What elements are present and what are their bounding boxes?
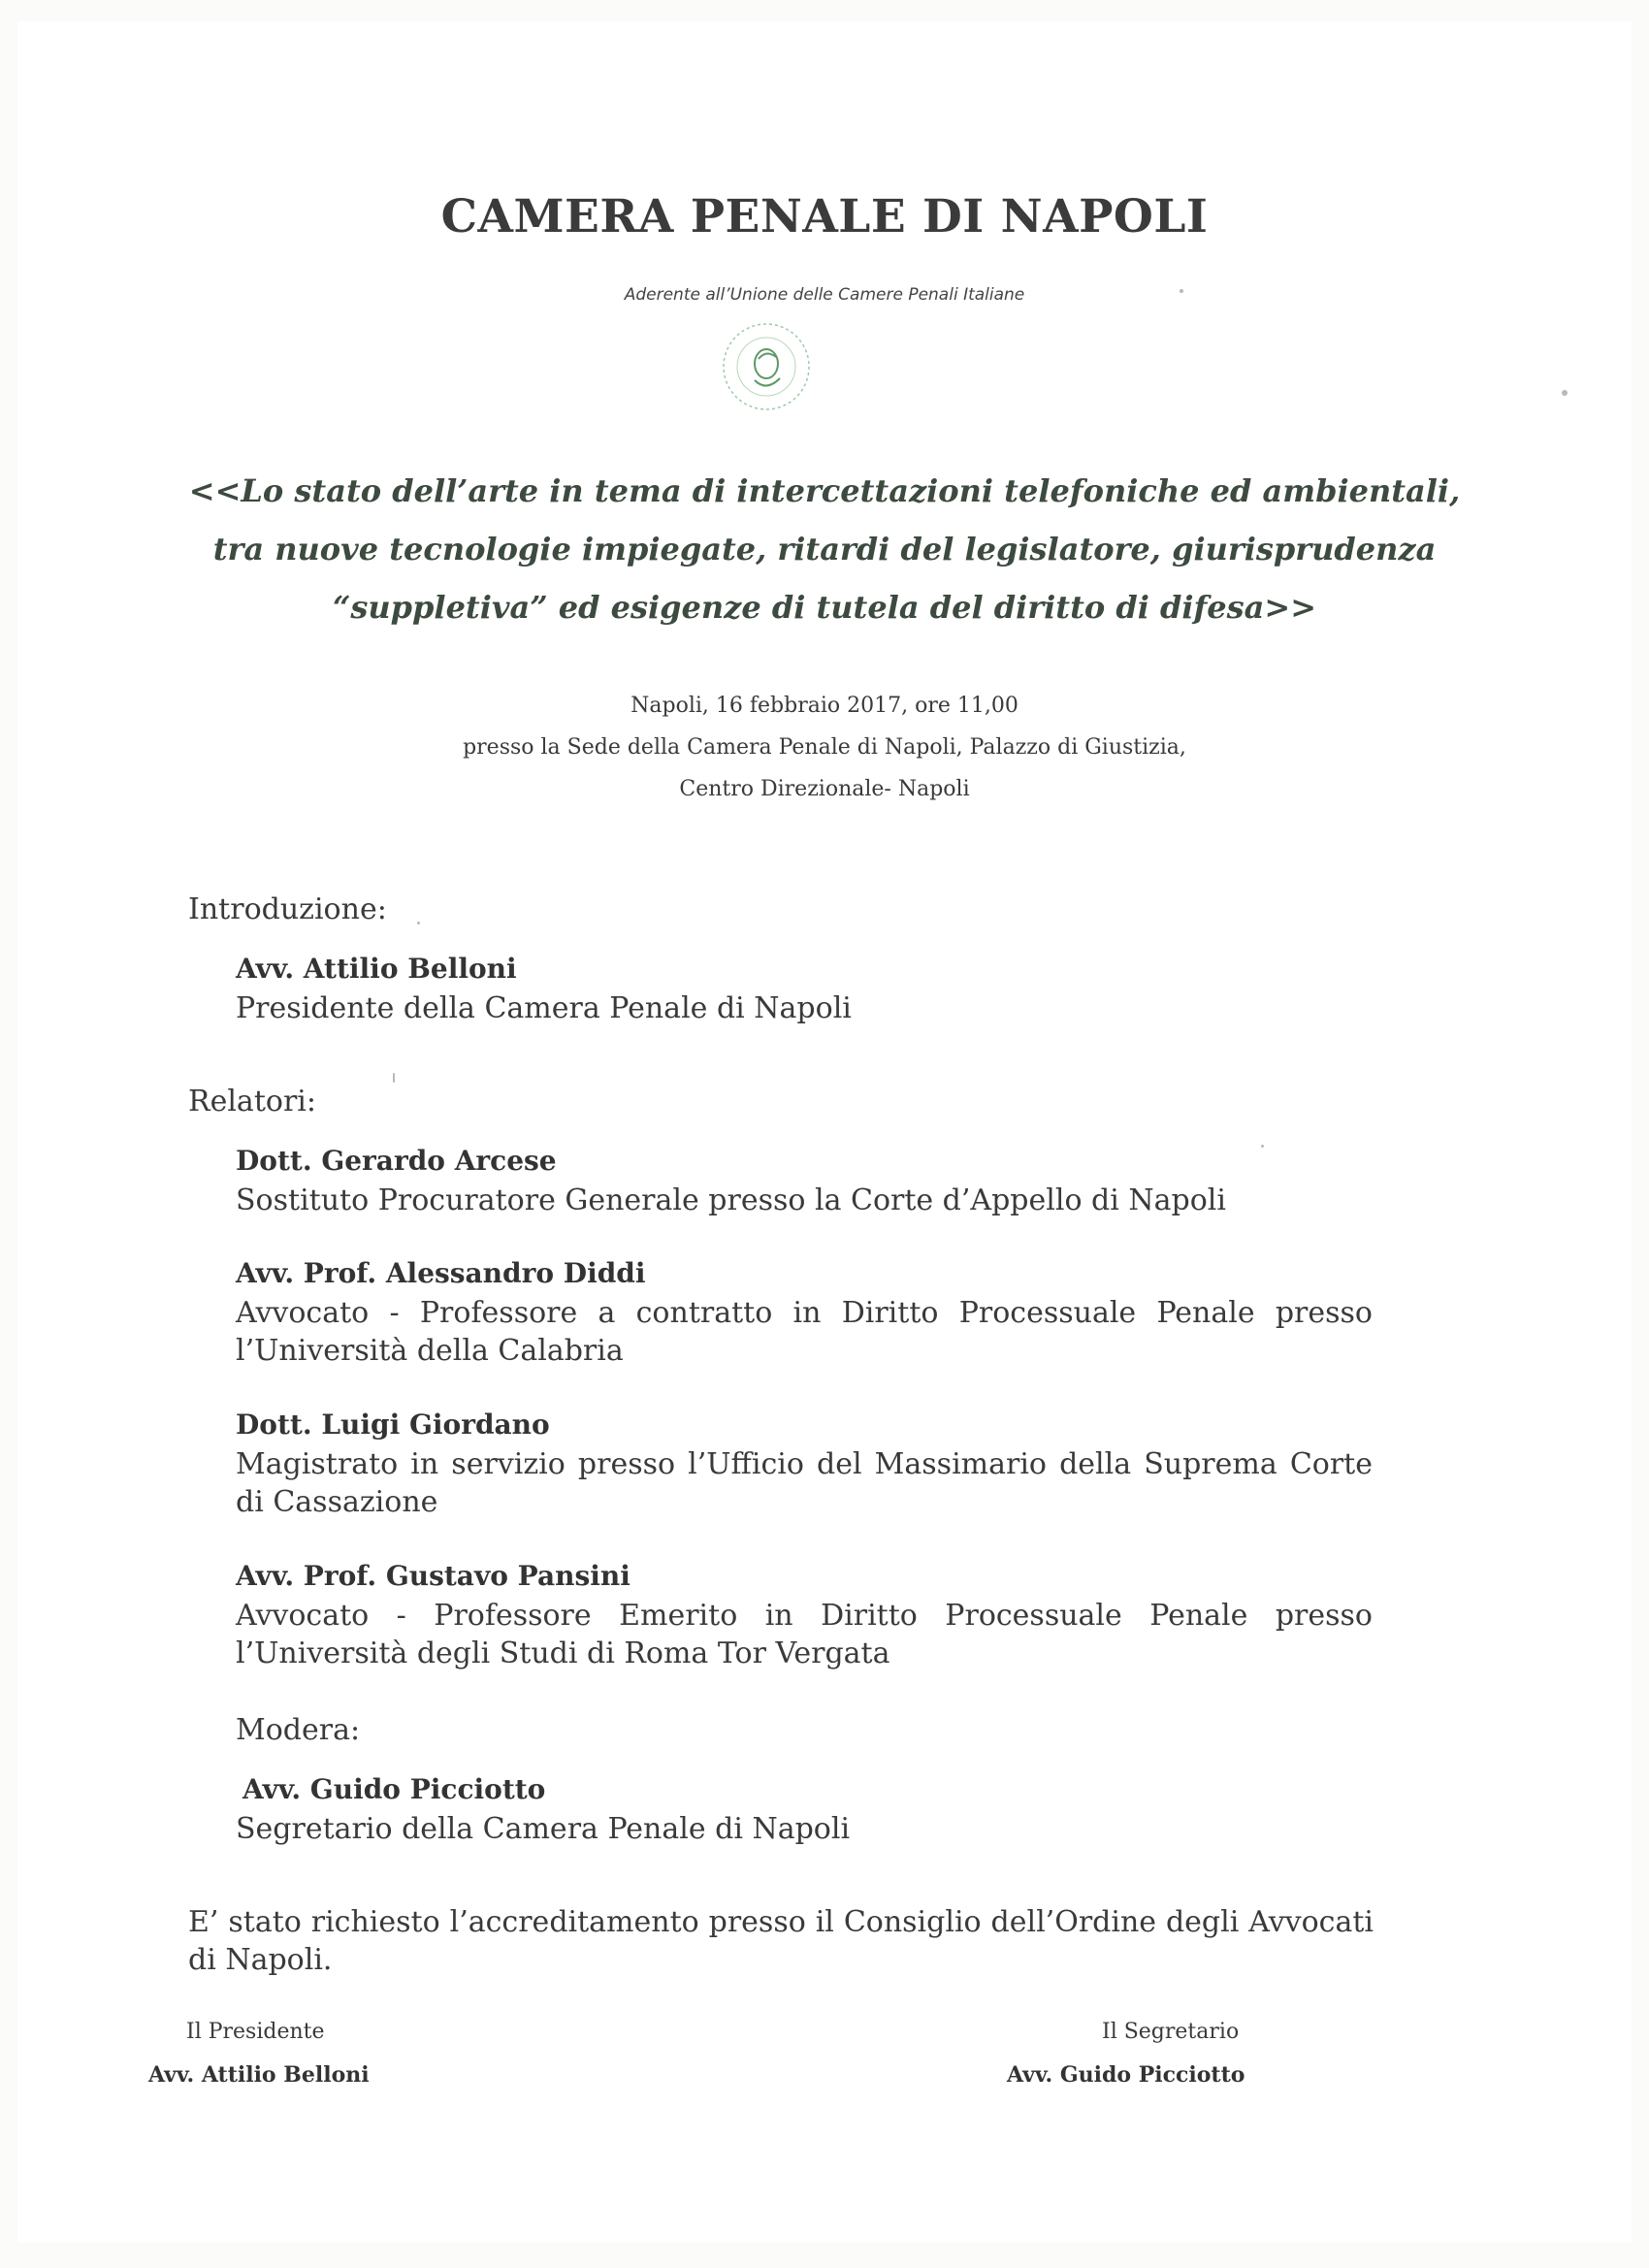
speaker-role: Sostituto Procuratore Generale presso la Corte d’Appello di Napoli <box>236 1183 1226 1217</box>
speaker-name: Dott. Gerardo Arcese <box>236 1145 557 1177</box>
topic-line-3: “suppletiva” ed esigenze di tutela del diritto di difesa>> <box>332 589 1317 626</box>
event-info <box>0 685 1649 810</box>
seal-logo-icon <box>720 320 813 413</box>
moderator-role: Segretario della Camera Penale di Napoli <box>236 1812 851 1846</box>
introduction-label: Introduzione: <box>188 892 387 926</box>
topic-line-2: tra nuove tecnologie impiegate, ritardi del legislatore, giurisprudenza <box>212 531 1437 567</box>
moderator-name: Avv. Guido Picciotto <box>242 1773 546 1805</box>
introduction-name: Avv. Attilio Belloni <box>236 953 517 985</box>
topic-line-1: <<Lo stato dell’arte in tema di intercettazioni telefoniche ed ambientali, <box>188 472 1461 509</box>
speaker-role: Avvocato - Professore a contratto in Diritto Processuale Penale presso l’Università della Calabria <box>236 1296 1373 1368</box>
scan-speck <box>393 1073 395 1083</box>
event-venue: presso la Sede della Camera Penale di Napoli, Palazzo di Giustizia, <box>463 735 1186 760</box>
speaker-name: Dott. Luigi Giordano <box>236 1409 550 1441</box>
secretary-name: Avv. Guido Picciotto <box>1007 2062 1245 2088</box>
speaker-role: Avvocato - Professore Emerito in Diritto Processuale Penale presso l’Università degli Studi di Roma Tor Vergata <box>236 1599 1373 1670</box>
speaker-name: Avv. Prof. Alessandro Diddi <box>236 1257 646 1289</box>
conference-topic <box>146 462 1504 636</box>
moderator-label: Modera: <box>236 1713 361 1747</box>
president-label: Il Presidente <box>186 2020 325 2044</box>
page-title: CAMERA PENALE DI NAPOLI <box>440 190 1209 243</box>
president-name: Avv. Attilio Belloni <box>148 2062 370 2088</box>
event-place: Centro Direzionale- Napoli <box>679 777 970 801</box>
scan-speck <box>1562 390 1568 396</box>
speaker-name: Avv. Prof. Gustavo Pansini <box>236 1560 630 1592</box>
speakers-label: Relatori: <box>188 1085 316 1118</box>
accreditation-note: E’ stato richiesto l’accreditamento presso il Consiglio dell’Ordine degli Avvocati di Napoli. <box>188 1905 1374 1977</box>
secretary-label: Il Segretario <box>1102 2020 1240 2044</box>
page-subtitle: Aderente all’Unione delle Camere Penali Italiane <box>624 285 1025 305</box>
scan-speck <box>1261 1145 1264 1148</box>
introduction-role: Presidente della Camera Penale di Napoli <box>236 991 852 1025</box>
speaker-role: Magistrato in servizio presso l’Ufficio del Massimario della Suprema Corte di Cassazione <box>236 1447 1373 1519</box>
scan-speck <box>417 922 420 924</box>
event-date: Napoli, 16 febbraio 2017, ore 11,00 <box>630 694 1018 718</box>
